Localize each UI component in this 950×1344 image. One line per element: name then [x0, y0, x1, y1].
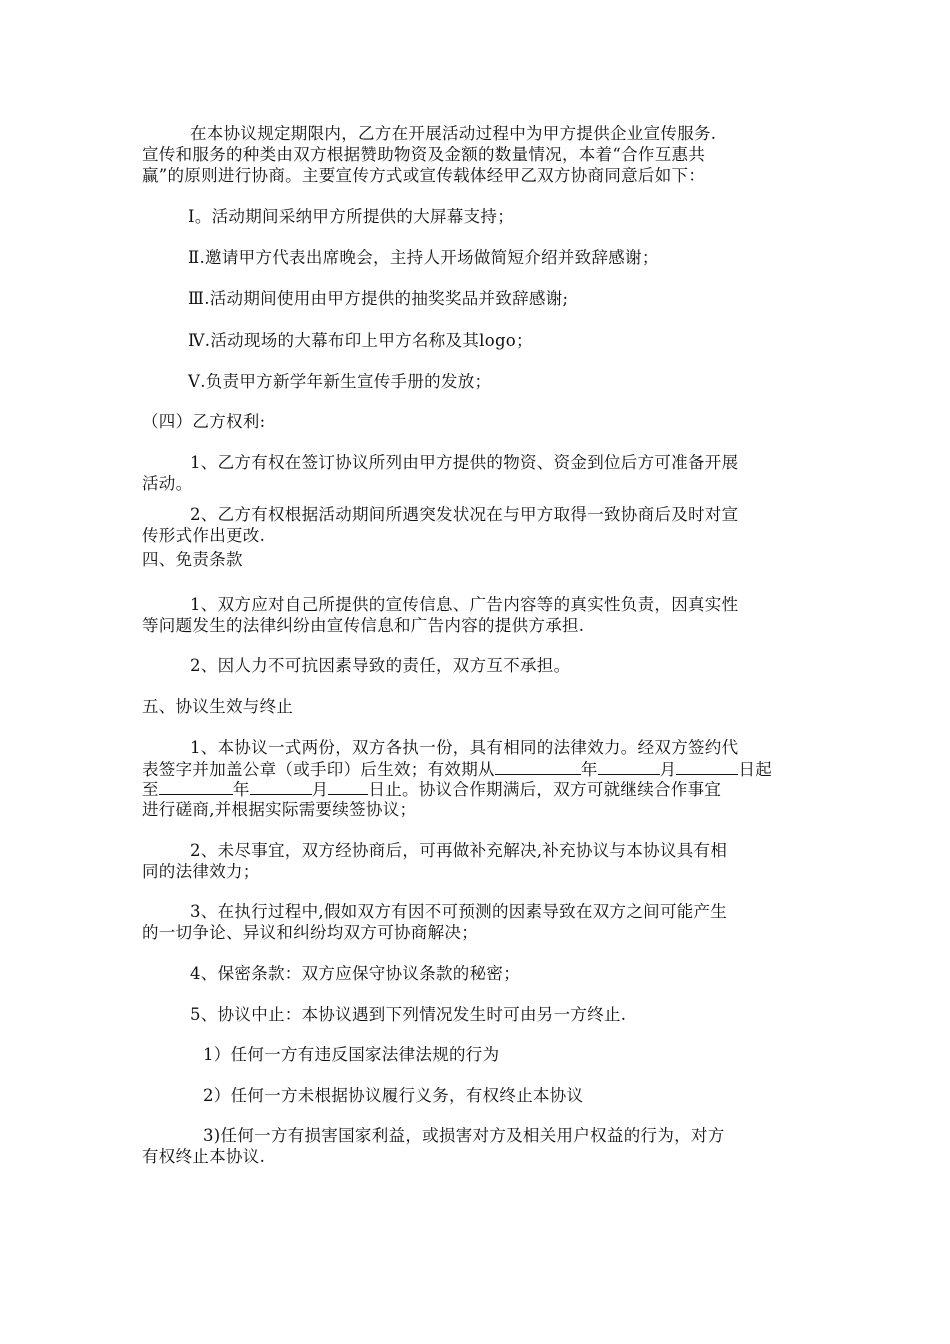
- paragraph-text: 日起: [738, 760, 773, 779]
- paragraph-line: 赢”的原则进行协商。主要宣传方式或宣传载体经甲乙双方协商同意后如下：: [142, 166, 706, 185]
- date-blank-month-start[interactable]: [598, 759, 660, 775]
- paragraph-line: 1、双方应对自己所提供的宣传信息、广告内容等的真实性负责，因真实性: [190, 595, 739, 614]
- paragraph-line: [142, 779, 721, 800]
- list-item: Ⅳ.活动现场的大幕布印上甲方名称及其logo；: [188, 331, 533, 350]
- date-blank-month-end[interactable]: [250, 779, 312, 795]
- paragraph-line: 活动。: [142, 474, 193, 493]
- paragraph-line: 1、本协议一式两份，双方各执一份，具有相同的法律效力。经双方签约代: [190, 738, 739, 757]
- paragraph-line: 宣传和服务的种类由双方根据赞助物资及金额的数量情况，本着“合作互惠共: [142, 145, 706, 164]
- paragraph-line: 在本协议规定期限内，乙方在开展活动过程中为甲方提供企业宣传服务.: [190, 124, 717, 143]
- date-blank-year-end[interactable]: [159, 779, 233, 795]
- paragraph-line: 传形式作出更改.: [142, 526, 266, 545]
- date-blank-day-start[interactable]: [676, 759, 738, 775]
- paragraph-line: 进行磋商,并根据实际需要续签协议；: [142, 800, 417, 819]
- section-heading: 五、协议生效与终止: [142, 697, 294, 716]
- list-item: 3)任何一方有损害国家利益，或损害对方及相关用户权益的行为，对方: [203, 1126, 725, 1145]
- paragraph-text: 年: [580, 760, 598, 779]
- paragraph-line: 2、乙方有权根据活动期间所遇突发状况在与甲方取得一致协商后及时对宣: [190, 505, 739, 524]
- paragraph-line: 3、在执行过程中,假如双方有因不可预测的因素导致在双方之间可能产生: [190, 902, 728, 921]
- paragraph-line: 1、乙方有权在签订协议所列由甲方提供的物资、资金到位后方可准备开展: [190, 453, 739, 472]
- paragraph-line: [142, 759, 772, 780]
- paragraph-text: 日止。协议合作期满后，双方可就继续合作事宜: [368, 780, 722, 799]
- list-item: 2）任何一方未根据协议履行义务，有权终止本协议: [203, 1086, 584, 1105]
- paragraph-line: 有权终止本协议.: [142, 1147, 266, 1166]
- paragraph-text: 年: [232, 780, 250, 799]
- paragraph-text: 月: [311, 780, 329, 799]
- list-item: 1）任何一方有违反国家法律法规的行为: [203, 1045, 500, 1064]
- list-item: Ⅲ.活动期间使用由甲方提供的抽奖奖品并致辞感谢;: [188, 289, 569, 308]
- paragraph-line: 2、因人力不可抗因素导致的责任，双方互不承担。: [190, 656, 571, 675]
- section-heading: 四、免责条款: [142, 550, 243, 569]
- paragraph-text: 月: [659, 760, 677, 779]
- list-item: Ⅴ.负责甲方新学年新生宣传手册的发放；: [188, 372, 492, 391]
- section-heading: （四）乙方权利:: [142, 412, 266, 431]
- paragraph-text: 表签字并加盖公章（或手印）后生效；有效期从: [142, 760, 495, 779]
- paragraph-line: 5、协议中止：本协议遇到下列情况发生时可由另一方终止.: [190, 1005, 627, 1024]
- paragraph-text: 至: [142, 780, 159, 799]
- paragraph-line: 2、未尽事宜，双方经协商后，可再做补充解决,补充协议与本协议具有相: [190, 841, 728, 860]
- paragraph-line: 等问题发生的法律纠纷由宣传信息和广告内容的提供方承担.: [142, 616, 585, 635]
- date-blank-year-start[interactable]: [495, 759, 581, 775]
- paragraph-line: 同的法律效力；: [142, 862, 260, 881]
- date-blank-day-end[interactable]: [328, 779, 368, 795]
- paragraph-line: 的一切争论、异议和纠纷均双方可协商解决；: [142, 923, 478, 942]
- list-item: Ⅱ.邀请甲方代表出席晚会，主持人开场做简短介绍并致辞感谢；: [188, 248, 659, 267]
- paragraph-line: 4、保密条款：双方应保守协议条款的秘密；: [190, 964, 520, 983]
- list-item: Ⅰ。活动期间采纳甲方所提供的大屏幕支持；: [188, 207, 515, 226]
